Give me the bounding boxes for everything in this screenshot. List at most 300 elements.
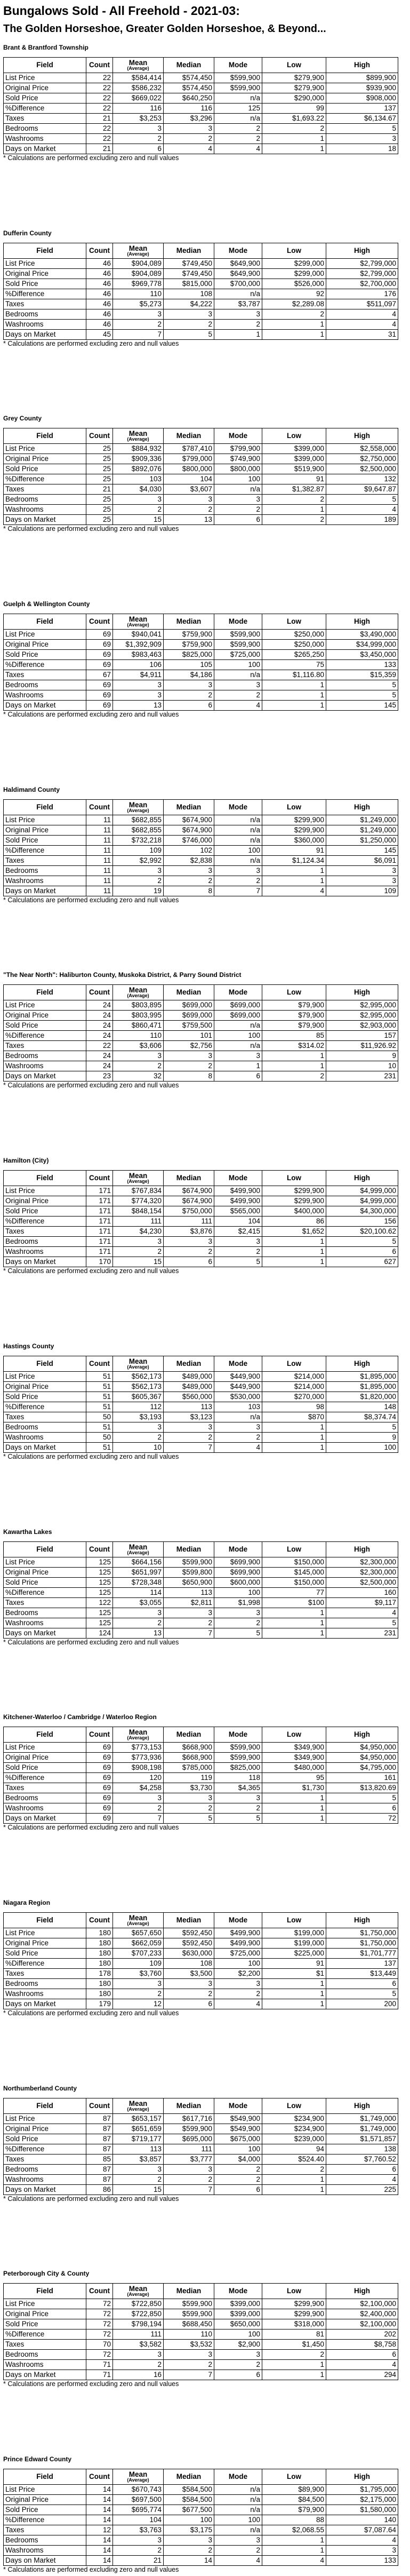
- row-cell: 87: [86, 2174, 113, 2184]
- row-cell: 118: [214, 1773, 262, 1783]
- row-cell: 46: [86, 289, 113, 299]
- row-cell: $749,450: [164, 268, 214, 279]
- row-cell: 103: [214, 1402, 262, 1412]
- row-cell: 3: [164, 1608, 214, 1618]
- row-cell: $2,289.08: [262, 299, 326, 309]
- header-mean-sublabel: (Average): [127, 993, 149, 999]
- row-cell: $530,000: [214, 1392, 262, 1402]
- row-cell: 3: [214, 1608, 262, 1618]
- table-header-row: [4, 58, 398, 73]
- row-cell: 101: [164, 1031, 214, 1041]
- table-row: [4, 1217, 398, 1227]
- row-cell: $1,693.22: [262, 114, 326, 124]
- row-cell: $699,900: [214, 1567, 262, 1577]
- row-field-label: Original Price: [4, 1567, 86, 1577]
- row-cell: 2: [164, 2360, 214, 2370]
- row-cell: $749,450: [164, 258, 214, 268]
- row-field-label: Taxes: [4, 114, 86, 124]
- stats-table: [3, 428, 398, 525]
- row-cell: 45: [86, 329, 113, 339]
- header-high: High: [326, 1356, 398, 1371]
- row-cell: $649,900: [214, 268, 262, 279]
- header-mean-sublabel: (Average): [127, 1735, 149, 1741]
- row-cell: 100: [214, 2144, 262, 2154]
- row-cell: $360,000: [262, 835, 326, 845]
- row-cell: 2: [262, 495, 326, 505]
- row-cell: $774,320: [113, 1196, 164, 1206]
- row-cell: $11,926.92: [326, 1041, 398, 1051]
- table-row: [4, 93, 398, 104]
- row-cell: 50: [86, 1432, 113, 1442]
- row-cell: 85: [262, 1031, 326, 1041]
- calculation-note: * Calculations are performed excluding zero and null values: [3, 339, 179, 347]
- row-cell: 46: [86, 279, 113, 289]
- table-row: [4, 1978, 398, 1989]
- row-cell: 2: [214, 1989, 262, 1999]
- row-cell: 3: [164, 865, 214, 876]
- row-field-label: Days on Market: [4, 329, 86, 339]
- row-field-label: %Difference: [4, 1402, 86, 1412]
- row-cell: $4,365: [214, 1783, 262, 1793]
- row-cell: $884,932: [113, 444, 164, 454]
- row-cell: 4: [164, 144, 214, 154]
- row-cell: 1: [262, 876, 326, 886]
- row-field-label: %Difference: [4, 2329, 86, 2340]
- region-title: Haldimand County: [3, 785, 60, 793]
- row-cell: 51: [86, 1402, 113, 1412]
- row-cell: 2: [113, 2545, 164, 2555]
- row-cell: 3: [113, 2535, 164, 2545]
- row-cell: 69: [86, 660, 113, 670]
- row-cell: 1: [262, 1999, 326, 2009]
- table-row: [4, 279, 398, 289]
- row-cell: 67: [86, 670, 113, 680]
- row-cell: n/a: [214, 670, 262, 680]
- row-cell: $677,500: [164, 2505, 214, 2515]
- header-field: Field: [4, 1912, 86, 1928]
- row-cell: $214,000: [262, 1371, 326, 1381]
- row-cell: $2,400,000: [326, 2309, 398, 2319]
- row-cell: 180: [86, 1928, 113, 1938]
- row-cell: 15: [113, 2184, 164, 2195]
- table-row: [4, 1783, 398, 1793]
- row-cell: 2: [262, 2350, 326, 2360]
- row-cell: 69: [86, 1753, 113, 1763]
- row-cell: 69: [86, 650, 113, 660]
- row-field-label: Sold Price: [4, 93, 86, 104]
- row-cell: $89,900: [262, 2484, 326, 2494]
- row-cell: 21: [86, 484, 113, 495]
- row-cell: 1: [214, 329, 262, 339]
- header-mean-sublabel: (Average): [127, 2106, 149, 2112]
- calculation-note: * Calculations are performed excluding zero and null values: [3, 2195, 179, 2203]
- row-field-label: Original Price: [4, 1938, 86, 1948]
- table-row: [4, 2164, 398, 2174]
- row-cell: 15: [113, 1257, 164, 1267]
- header-mean-sublabel: (Average): [127, 1364, 149, 1370]
- row-cell: $728,348: [113, 1577, 164, 1587]
- row-field-label: Bedrooms: [4, 1978, 86, 1989]
- row-cell: $1,820,000: [326, 1392, 398, 1402]
- row-field-label: Sold Price: [4, 464, 86, 474]
- header-high: High: [326, 428, 398, 444]
- row-cell: 111: [113, 2329, 164, 2340]
- row-cell: $399,000: [262, 454, 326, 464]
- row-cell: $4,795,000: [326, 1763, 398, 1773]
- row-field-label: Taxes: [4, 1968, 86, 1978]
- row-cell: $2,799,000: [326, 258, 398, 268]
- row-cell: 88: [262, 2515, 326, 2525]
- region-section: [3, 1713, 407, 1832]
- header-mean-sublabel: (Average): [127, 622, 149, 628]
- row-cell: $34,999,000: [326, 640, 398, 650]
- row-cell: 8: [164, 1071, 214, 1082]
- row-cell: 2: [164, 1803, 214, 1814]
- row-cell: 71: [86, 2360, 113, 2370]
- calculation-note: * Calculations are performed excluding zero and null values: [3, 1452, 179, 1460]
- row-cell: $314.02: [262, 1041, 326, 1051]
- row-cell: 2: [164, 1618, 214, 1628]
- row-cell: 25: [86, 495, 113, 505]
- row-cell: 100: [214, 1031, 262, 1041]
- table-row: [4, 701, 398, 711]
- row-cell: 100: [164, 2515, 214, 2525]
- region-section: [3, 229, 407, 348]
- row-cell: 1: [262, 1978, 326, 1989]
- row-cell: $909,336: [113, 454, 164, 464]
- stats-table: [3, 2469, 398, 2566]
- row-cell: 94: [262, 2144, 326, 2154]
- row-cell: 51: [86, 1381, 113, 1392]
- table-row: [4, 650, 398, 660]
- row-field-label: Days on Market: [4, 1442, 86, 1452]
- table-row: [4, 1557, 398, 1567]
- row-cell: 3: [164, 1978, 214, 1989]
- row-cell: $599,900: [214, 1753, 262, 1763]
- row-cell: 69: [86, 1773, 113, 1783]
- row-cell: 87: [86, 2144, 113, 2154]
- table-row: [4, 1577, 398, 1587]
- table-row: [4, 825, 398, 835]
- row-field-label: List Price: [4, 1557, 86, 1567]
- row-cell: 91: [262, 845, 326, 855]
- row-cell: 13: [164, 515, 214, 525]
- row-field-label: Bedrooms: [4, 1237, 86, 1247]
- row-cell: $1,450: [262, 2340, 326, 2350]
- row-field-label: List Price: [4, 1186, 86, 1196]
- header-median: Median: [164, 58, 214, 73]
- row-cell: $617,716: [164, 2113, 214, 2124]
- row-cell: 3: [214, 2350, 262, 2360]
- row-cell: $4,258: [113, 1783, 164, 1793]
- row-cell: 2: [214, 2164, 262, 2174]
- row-cell: $400,000: [262, 1206, 326, 1217]
- row-cell: $1,124.34: [262, 855, 326, 865]
- table-row: [4, 2113, 398, 2124]
- row-cell: 3: [113, 495, 164, 505]
- header-low: Low: [262, 2284, 326, 2299]
- row-cell: 3: [113, 1237, 164, 1247]
- stats-table: [3, 2098, 398, 2195]
- row-cell: $225,000: [262, 1948, 326, 1958]
- table-row: [4, 104, 398, 114]
- row-cell: 4: [262, 886, 326, 896]
- row-cell: $9,647.87: [326, 484, 398, 495]
- table-row: [4, 2329, 398, 2340]
- row-cell: $800,000: [214, 464, 262, 474]
- row-cell: 16: [113, 2370, 164, 2380]
- header-mean-sublabel: (Average): [127, 2292, 149, 2297]
- row-field-label: Washrooms: [4, 1989, 86, 1999]
- stats-table: [3, 984, 398, 1082]
- row-cell: 3: [214, 1051, 262, 1061]
- row-cell: $600,000: [214, 1577, 262, 1587]
- row-cell: $674,900: [164, 1186, 214, 1196]
- header-mean: [113, 428, 164, 444]
- row-cell: 148: [326, 1402, 398, 1412]
- row-cell: $1,701,777: [326, 1948, 398, 1958]
- row-cell: 125: [86, 1608, 113, 1618]
- row-cell: 2: [113, 505, 164, 515]
- row-cell: 109: [326, 886, 398, 896]
- row-cell: 180: [86, 1989, 113, 1999]
- row-cell: 25: [86, 444, 113, 454]
- row-cell: 3: [326, 876, 398, 886]
- header-count: Count: [86, 614, 113, 630]
- header-mean-label: Mean: [128, 1728, 148, 1737]
- row-cell: 109: [113, 845, 164, 855]
- header-low: Low: [262, 614, 326, 630]
- row-field-label: Taxes: [4, 484, 86, 495]
- row-cell: 5: [326, 1989, 398, 1999]
- row-cell: 69: [86, 1803, 113, 1814]
- row-cell: 46: [86, 268, 113, 279]
- row-cell: $2,415: [214, 1227, 262, 1237]
- row-cell: 119: [164, 1773, 214, 1783]
- region-title: Peterborough City & County: [3, 2270, 90, 2278]
- header-mode: Mode: [214, 1912, 262, 1928]
- row-cell: 1: [262, 1814, 326, 1824]
- row-cell: $599,900: [164, 2299, 214, 2309]
- row-cell: $651,997: [113, 1567, 164, 1577]
- table-row: [4, 865, 398, 876]
- stats-table: [3, 1541, 398, 1639]
- row-cell: $499,900: [214, 1186, 262, 1196]
- row-field-label: List Price: [4, 1000, 86, 1011]
- header-median: Median: [164, 1356, 214, 1371]
- header-high: High: [326, 1171, 398, 1186]
- header-low: Low: [262, 2469, 326, 2484]
- row-cell: 103: [113, 474, 164, 484]
- row-cell: $4,999,000: [326, 1196, 398, 1206]
- row-cell: 3: [113, 309, 164, 319]
- row-cell: 2: [113, 1803, 164, 1814]
- row-cell: $239,000: [262, 2134, 326, 2144]
- table-row: [4, 660, 398, 670]
- row-field-label: Taxes: [4, 855, 86, 865]
- row-cell: 160: [326, 1587, 398, 1597]
- row-cell: $145,000: [262, 1567, 326, 1577]
- row-field-label: Days on Market: [4, 2370, 86, 2380]
- header-mean: [113, 985, 164, 1000]
- row-cell: 87: [86, 2134, 113, 2144]
- row-cell: 1: [262, 1989, 326, 1999]
- header-mean: [113, 1541, 164, 1557]
- row-cell: $2,300,000: [326, 1567, 398, 1577]
- table-row: [4, 2340, 398, 2350]
- row-cell: $4,030: [113, 484, 164, 495]
- header-low: Low: [262, 1912, 326, 1928]
- row-cell: 11: [86, 845, 113, 855]
- calculation-note: * Calculations are performed excluding zero and null values: [3, 1824, 179, 1832]
- row-cell: $5,273: [113, 299, 164, 309]
- header-count: Count: [86, 2469, 113, 2484]
- row-field-label: Sold Price: [4, 1206, 86, 1217]
- row-cell: 69: [86, 1793, 113, 1803]
- header-mean: [113, 2284, 164, 2299]
- row-cell: $2,900: [214, 2340, 262, 2350]
- table-row: [4, 2319, 398, 2329]
- table-row: [4, 2545, 398, 2555]
- row-cell: 124: [86, 1628, 113, 1638]
- row-cell: $20,100.62: [326, 1227, 398, 1237]
- row-cell: 70: [86, 2340, 113, 2350]
- row-field-label: List Price: [4, 2113, 86, 2124]
- header-mode: Mode: [214, 2469, 262, 2484]
- row-cell: 4: [326, 319, 398, 329]
- row-cell: $499,900: [214, 1928, 262, 1938]
- row-cell: 116: [164, 104, 214, 114]
- row-cell: 100: [214, 1958, 262, 1968]
- row-cell: 72: [326, 1814, 398, 1824]
- row-cell: $549,900: [214, 2124, 262, 2134]
- table-row: [4, 2144, 398, 2154]
- row-cell: $279,900: [262, 73, 326, 83]
- row-cell: 13: [113, 701, 164, 711]
- row-field-label: Sold Price: [4, 1392, 86, 1402]
- row-cell: $511,097: [326, 299, 398, 309]
- row-cell: 6: [164, 1999, 214, 2009]
- row-cell: $699,000: [214, 1011, 262, 1021]
- row-cell: 294: [326, 2370, 398, 2380]
- row-field-label: Washrooms: [4, 1061, 86, 1071]
- row-cell: 6: [326, 1978, 398, 1989]
- row-cell: 6: [326, 2164, 398, 2174]
- row-cell: 69: [86, 630, 113, 640]
- table-row: [4, 2494, 398, 2505]
- row-cell: $562,173: [113, 1371, 164, 1381]
- row-cell: $2,300,000: [326, 1557, 398, 1567]
- row-cell: 69: [86, 680, 113, 690]
- table-row: [4, 1422, 398, 1432]
- row-cell: 25: [86, 474, 113, 484]
- row-cell: 24: [86, 1051, 113, 1061]
- row-field-label: Taxes: [4, 2154, 86, 2164]
- row-cell: $6,134.67: [326, 114, 398, 124]
- calculation-note: * Calculations are performed excluding zero and null values: [3, 1082, 179, 1090]
- row-cell: 3: [164, 495, 214, 505]
- row-field-label: Bedrooms: [4, 865, 86, 876]
- row-cell: 3: [113, 690, 164, 701]
- row-cell: 171: [86, 1206, 113, 1217]
- header-field: Field: [4, 2284, 86, 2299]
- row-cell: 7: [164, 1628, 214, 1638]
- row-cell: $599,900: [214, 73, 262, 83]
- row-cell: 4: [214, 2555, 262, 2565]
- row-cell: 11: [86, 815, 113, 825]
- row-cell: $270,000: [262, 1392, 326, 1402]
- row-cell: 24: [86, 1061, 113, 1071]
- row-cell: 137: [326, 104, 398, 114]
- row-cell: 133: [326, 2555, 398, 2565]
- table-row: [4, 1031, 398, 1041]
- region-section: [3, 1157, 407, 1275]
- row-cell: $265,250: [262, 650, 326, 660]
- row-cell: 161: [326, 1773, 398, 1783]
- row-field-label: %Difference: [4, 660, 86, 670]
- header-high: High: [326, 1541, 398, 1557]
- row-cell: 3: [113, 1793, 164, 1803]
- header-median: Median: [164, 799, 214, 815]
- row-cell: 14: [86, 2494, 113, 2505]
- header-count: Count: [86, 1356, 113, 1371]
- row-field-label: Days on Market: [4, 515, 86, 525]
- row-cell: $199,000: [262, 1938, 326, 1948]
- row-cell: 225: [326, 2184, 398, 2195]
- row-cell: 25: [86, 515, 113, 525]
- row-cell: 3: [113, 2350, 164, 2360]
- header-low: Low: [262, 243, 326, 258]
- row-cell: $574,450: [164, 83, 214, 93]
- header-mean-label: Mean: [128, 2285, 148, 2293]
- table-row: [4, 1041, 398, 1051]
- row-cell: n/a: [214, 484, 262, 495]
- table-row: [4, 2154, 398, 2164]
- row-field-label: List Price: [4, 2484, 86, 2494]
- row-cell: $13,820.69: [326, 1783, 398, 1793]
- row-cell: $773,936: [113, 1753, 164, 1763]
- row-cell: 86: [86, 2184, 113, 2195]
- header-high: High: [326, 1727, 398, 1743]
- row-field-label: Washrooms: [4, 134, 86, 144]
- row-cell: $908,000: [326, 93, 398, 104]
- table-row: [4, 1000, 398, 1011]
- row-cell: 3: [214, 1422, 262, 1432]
- row-cell: $700,000: [214, 279, 262, 289]
- row-cell: 46: [86, 258, 113, 268]
- row-cell: 7: [164, 2184, 214, 2195]
- row-field-label: Washrooms: [4, 505, 86, 515]
- row-cell: 133: [326, 660, 398, 670]
- row-cell: 100: [214, 2515, 262, 2525]
- calculation-note: * Calculations are performed excluding zero and null values: [3, 711, 179, 719]
- header-mean-label: Mean: [128, 2099, 148, 2108]
- table-row: [4, 1371, 398, 1381]
- row-cell: 2: [164, 2174, 214, 2184]
- row-field-label: Bedrooms: [4, 124, 86, 134]
- row-cell: $815,000: [164, 279, 214, 289]
- header-high: High: [326, 799, 398, 815]
- header-low: Low: [262, 1727, 326, 1743]
- row-cell: 1: [262, 505, 326, 515]
- row-cell: 5: [326, 690, 398, 701]
- row-field-label: Washrooms: [4, 2360, 86, 2370]
- table-header-row: [4, 614, 398, 630]
- row-cell: $7,087.64: [326, 2525, 398, 2535]
- row-cell: $657,650: [113, 1928, 164, 1938]
- row-cell: $3,193: [113, 1412, 164, 1422]
- row-field-label: Original Price: [4, 1753, 86, 1763]
